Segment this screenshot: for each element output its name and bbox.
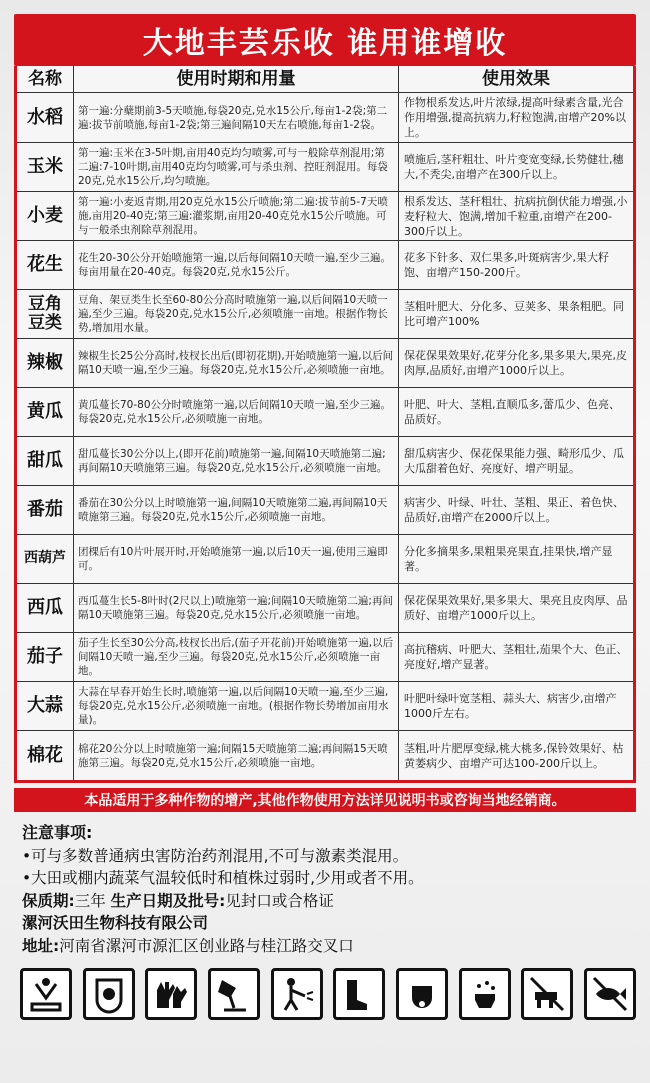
table-row [17,339,633,388]
crop-name: 水稻 [17,93,74,142]
usage-cell: 团棵后有10片叶展开时,开始喷施第一遍,以后10天一遍,使用三遍即可。 [74,535,399,583]
note-line-2: •大田或棚内蔬菜气温较低时和植株过弱时,少用或者不用。 [22,869,424,887]
notes-section [22,822,632,957]
effect-cell: 病害少、叶绿、叶壮、茎粗、果正、着色快、品质好,亩增产在2000斤以上。 [404,496,624,524]
crop-name: 番茄 [17,486,74,534]
batch-value: 见封口或合格证 [225,891,334,910]
shelf-life-value: 三年 [74,891,106,910]
effect-cell: 茎粗叶肥大、分化多、豆荚多、果条粗肥。同比可增产100% [404,300,624,328]
mixing-icon [20,968,72,1020]
gloves-icon [145,968,197,1020]
crop-name: 棉花 [17,731,74,780]
shelf-life-line [22,890,632,913]
effect-cell: 喷施后,茎秆粗壮、叶片变宽变绿,长势健壮,穗大,不秃尖,亩增产在300斤以上。 [404,153,624,181]
address-value: 河南省漯河市源汇区创业路与桂江路交叉口 [59,936,354,955]
table-row [17,486,633,535]
effect-cell: 茎粗,叶片肥厚变绿,桃大桃多,保铃效果好、枯黄萎病少、亩增产可达100-200斤以上。 [404,741,624,770]
table-row [17,241,633,290]
shelf-life-label: 保质期: [22,891,75,910]
crop-name: 茄子 [17,633,74,681]
table-row [17,584,633,633]
no-livestock-icon [521,968,573,1020]
usage-cell: 辣椒生长25公分高时,枝杈长出后(即初花期),开始喷施第一遍,以后间隔10天喷一遍,至少三遍。每袋20克,兑水15公斤,必须喷施一亩地。 [74,339,399,387]
table-row [17,143,633,192]
usage-cell: 花生20-30公分开始喷施第一遍,以后每间隔10天喷一遍,至少三遍。每亩用量在20-40克。每袋20克,兑水15公斤。 [74,241,399,289]
usage-cell: 第一遍:玉米在3-5叶期,亩用40克均匀喷雾,可与一般除草剂混用;第二遍:7-10叶期,亩用40克均匀喷雾,可与杀虫剂、控旺剂混用。每袋20克,兑水15公斤,均匀喷施。 [74,143,399,191]
table-row [17,731,633,780]
table-row [17,192,633,241]
crop-name: 西葫芦 [17,535,74,583]
header-effect: 使用效果 [482,68,550,89]
usage-cell: 黄瓜蔓长70-80公分时喷施第一遍,以后间隔10天喷一遍,至少三遍。每袋20克,兑水15公斤,必须喷施一亩地。 [74,388,399,436]
table-row [17,682,633,731]
effect-cell: 根系发达、茎秆粗壮、抗病抗倒伏能力增强,小麦籽粒大、饱满,增加千粒重,亩增产在200-300斤以上。 [404,194,628,238]
effect-cell: 叶肥、叶大、茎粗,直顺瓜多,蕾瓜少、色亮、品质好。 [404,398,620,426]
usage-cell: 第一遍:小麦返青期,用20克兑水15公斤喷施;第二遍:拔节前5-7天喷施,亩用20-40克;第三遍:灌浆期,亩用20-40克兑水15公斤喷施。可与一般杀虫剂除草剂混用。 [74,192,399,240]
usage-cell: 甜瓜蔓长30公分以上,(即开花前)喷施第一遍,间隔10天喷施第二遍;再间隔10天喷施第三遍。每袋20克,兑水15公斤,必须喷施一亩地。 [74,437,399,485]
effect-cell: 作物根系发达,叶片浓绿,提高叶绿素含量,光合作用增强,提高抗病力,籽粒饱满,亩增产20%以上。 [404,96,626,139]
table-row [17,535,633,584]
usage-cell: 棉花20公分以上时喷施第一遍;间隔15天喷施第二遍;再间隔15天喷施第三遍。每袋20克,兑水15公斤,必须喷施一亩地。 [74,731,399,780]
spraying-icon [271,968,323,1020]
table-row [17,633,633,682]
no-fish-icon [584,968,636,1020]
batch-label: 生产日期及批号: [110,891,226,910]
notes-title: 注意事项: [22,823,93,842]
pouring-icon [208,968,260,1020]
crop-name: 豆角 豆类 [17,290,74,338]
usage-cell: 第一遍:分蘖期前3-5天喷施,每袋20克,兑水15公斤,每亩1-2袋;第二遍:拔节前喷施,每亩1-2袋;第三遍间隔10天左右喷施,每亩1-2袋。 [74,93,399,142]
crop-name: 黄瓜 [17,388,74,436]
crop-name: 花生 [17,241,74,289]
page-title: 大地丰芸乐收 谁用谁增收 [14,14,636,66]
mask-icon [396,968,448,1020]
usage-cell: 豆角、架豆类生长至60-80公分高时喷施第一遍,以后间隔10天喷一遍,至少三遍。每袋20克,兑水15公斤,必须喷施一亩地。根据作物长势,增加用水量。 [74,290,399,338]
address-line [22,935,632,958]
crop-name: 大蒜 [17,682,74,730]
effect-cell: 叶肥叶绿叶宽茎粗、蒜头大、病害少,亩增产1000斤左右。 [404,692,617,720]
effect-cell: 分化多摘果多,果粗果亮果直,挂果快,增产显著。 [404,545,613,573]
crop-name: 小麦 [17,192,74,240]
table-row [17,388,633,437]
usage-cell: 番茄在30公分以上时喷施第一遍,间隔10天喷施第二遍,再间隔10天喷施第三遍。每袋20克,兑水15公斤,必须喷施一亩地。 [74,486,399,534]
usage-cell: 大蒜在早春开始生长时,喷施第一遍,以后间隔10天喷一遍,至少三遍,每袋20克,兑水15公斤,必须喷施一亩地。(根据作物长势增加亩用水量)。 [74,682,399,730]
header-usage: 使用时期和用量 [74,66,399,92]
company-name: 漯河沃田生物科技有限公司 [22,914,209,932]
effect-cell: 保花保果效果好,果多果大、果亮且皮肉厚、品质好、亩增产1000斤以上。 [404,594,628,622]
crop-name: 西瓜 [17,584,74,632]
table-row [17,290,633,339]
effect-cell: 高抗稽病、叶肥大、茎粗壮,茄果个大、色正、亮度好,增产显著。 [404,643,628,671]
table-header-row [17,66,633,93]
face-shield-icon [83,968,135,1020]
usage-table [14,66,636,783]
crop-name: 甜瓜 [17,437,74,485]
header-name: 名称 [17,66,74,92]
safety-icons [20,968,636,1024]
note-line-1: •可与多数普通病虫害防治药剂混用,不可与激素类混用。 [22,846,409,865]
usage-cell: 西瓜蔓生长5-8叶时(2尺以上)喷施第一遍;间隔10天喷施第二遍;再间隔10天喷施第三遍。每袋20克,兑水15公斤,必须喷施一亩地。 [74,584,399,632]
table-row [17,93,633,143]
table-row [17,437,633,486]
washing-icon [459,968,511,1020]
crop-name: 玉米 [17,143,74,191]
footnote-banner: 本品适用于多种作物的增产,其他作物使用方法详见说明书或咨询当地经销商。 [14,788,636,812]
effect-cell: 保花保果效果好,花芽分化多,果多果大,果亮,皮肉厚,品质好,亩增产1000斤以上。 [404,349,627,377]
effect-cell: 花多下针多、双仁果多,叶斑病害少,果大籽饱、亩增产150-200斤。 [404,251,609,279]
boots-icon [333,968,385,1020]
effect-cell: 甜瓜病害少、保花保果能力强、畸形瓜少、瓜大瓜甜着色好、亮度好、增产明显。 [404,447,624,475]
address-label: 地址: [22,936,60,955]
crop-name: 辣椒 [17,339,74,387]
usage-cell: 茄子生长至30公分高,枝杈长出后,(茄子开花前)开始喷施第一遍,以后间隔10天喷一遍,至少三遍。每袋20克,兑水15公斤,必须喷施一亩地。 [74,633,399,681]
